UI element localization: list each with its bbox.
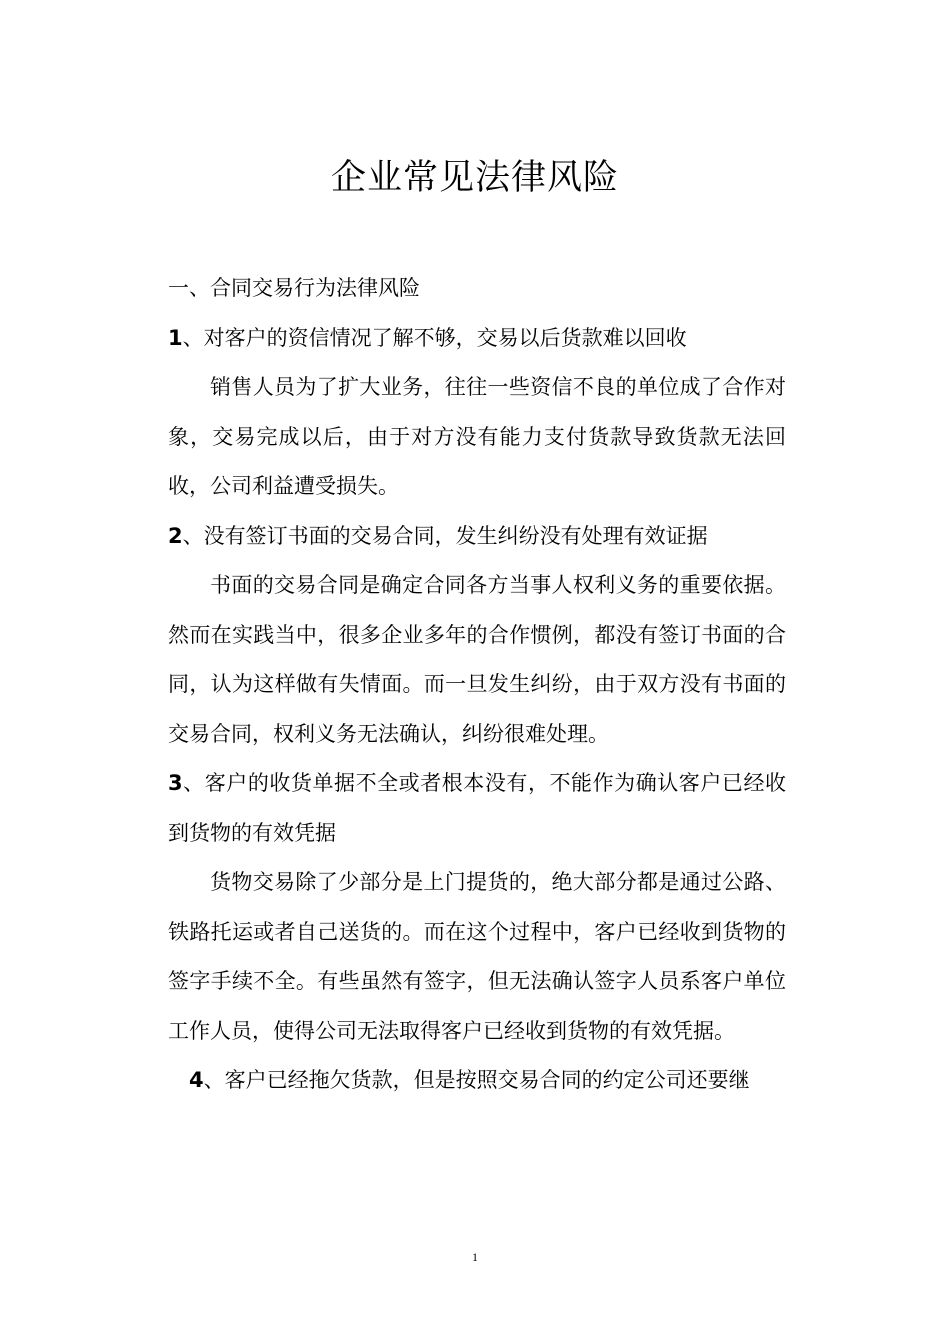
document-body <box>168 264 786 1106</box>
item-1-number: 1 <box>168 325 183 350</box>
item-3-heading <box>168 759 786 858</box>
item-2-body: 书面的交易合同是确定合同各方当事人权利义务的重要依据。然而在实践当中，很多企业多年的合作惯例，都没有签订书面的合同，认为这样做有失情面。而一旦发生纠纷，由于双方没有书面的交易合同，权利义务无法确认，纠纷很难处理。 <box>168 573 786 746</box>
item-2-heading <box>168 512 786 562</box>
item-1-heading <box>168 314 786 364</box>
item-4-heading-text: 、客户已经拖欠货款，但是按照交易合同的约定公司还要继 <box>203 1068 750 1092</box>
item-2-heading-text: 、没有签订书面的交易合同，发生纠纷没有处理有效证据 <box>182 523 708 548</box>
item-2-number: 2 <box>168 523 183 548</box>
item-4-number: 4 <box>189 1068 204 1092</box>
section-heading <box>168 264 786 314</box>
section-heading-text: 一、合同交易行为法律风险 <box>168 276 420 300</box>
item-3-number: 3 <box>168 771 183 795</box>
document-title: 企业常见法律风险 <box>330 158 619 198</box>
item-1-body: 销售人员为了扩大业务，往往一些资信不良的单位成了合作对象，交易完成以后，由于对方没有能力支付货款导致货款无法回收，公司利益遭受损失。 <box>168 375 786 498</box>
item-4-heading <box>168 1056 786 1106</box>
item-3-body: 货物交易除了少部分是上门提货的，绝大部分都是通过公路、铁路托运或者自己送货的。而在这个过程中，客户已经收到货物的签字手续不全。有些虽然有签字，但无法确认签字人员系客户单位工作人员，使得公司无法取得客户已经收到货物的有效凭据。 <box>168 870 786 1043</box>
page-number: 1 <box>472 1250 478 1264</box>
item-3-heading-text: 、客户的收货单据不全或者根本没有，不能作为确认客户已经收到货物的有效凭据 <box>168 771 786 845</box>
item-1-heading-text: 、对客户的资信情况了解不够，交易以后货款难以回收 <box>182 325 687 350</box>
